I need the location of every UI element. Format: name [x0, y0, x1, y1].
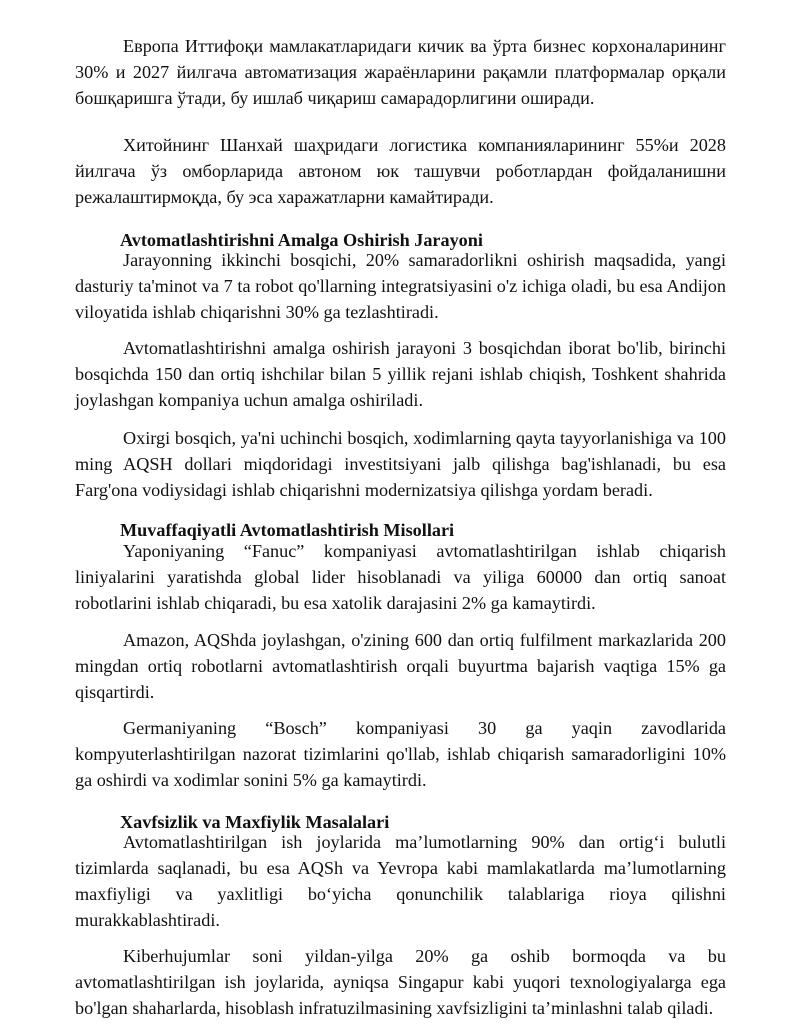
section-heading: Avtomatlashtirishni Amalga Oshirish Jarayoni	[120, 230, 483, 250]
paragraph: Avtomatlashtirishni amalga oshirish jarayoni 3 bosqichdan iborat bo'lib, birinchi bosqichda 150 dan ortiq ishchilar bilan 5 yillik rejani ishlab chiqish, Toshkent shahrida joylashgan kompaniya uchun amalga oshiriladi.	[75, 338, 726, 410]
paragraph: Amazon, AQShda joylashgan, o'zining 600 dan ortiq fulfilment markazlarida 200 mingdan ortiq robotlarni avtomatlashtirish orqali buyurtma bajarish vaqtiga 15% ga qisqartirdi.	[75, 630, 726, 702]
paragraph: Хитойнинг Шанхай шаҳридаги логистика компанияларининг 55%и 2028 йилгача ўз омборларида автоном юк ташувчи роботлардан фойдаланишни режалаштирмоқда, бу эса харажатларни камайтиради.	[75, 135, 726, 207]
paragraph: Avtomatlashtirilgan ish joylarida ma’lumotlarning 90% dan ortig‘i bulutli tizimlarda saqlanadi, bu esa AQSh va Yevropa kabi mamlakatlarda ma’lumotlarning maxfiyligi va yaxlitligi bo‘yicha qonunchilik talablariga rioya qilishni murakkablashtiradi.	[75, 832, 726, 930]
section-heading: Xavfsizlik va Maxfiylik Masalalari	[120, 812, 390, 832]
paragraph: Germaniyaning “Bosch” kompaniyasi 30 ga yaqin zavodlarida kompyuterlashtirilgan nazorat tizimlarini qo'llab, ishlab chiqarish samaradorligini 10% ga oshirdi va xodimlar sonini 5% ga kamaytirdi.	[75, 718, 726, 790]
paragraph: Oxirgi bosqich, ya'ni uchinchi bosqich, xodimlarning qayta tayyorlanishiga va 100 ming AQSH dollari miqdoridagi investitsiyani jalb qilishga bag'ishlanadi, bu esa Farg'ona vodiysidagi ishlab chiqarishni modernizatsiya qilishga yordam beradi.	[75, 428, 726, 500]
paragraph: Yaponiyaning “Fanuc” kompaniyasi avtomatlashtirilgan ishlab chiqarish liniyalarini yaratishda global lider hisoblanadi va yiliga 60000 dan ortiq sanoat robotlarini ishlab chiqaradi, bu esa xatolik darajasini 2% ga kamaytirdi.	[75, 541, 726, 613]
paragraph: Европа Иттифоқи мамлакатларидаги кичик ва ўрта бизнес корхоналарининг 30% и 2027 йилгача автоматизация жараёнларини рақамли платформалар орқали бошқаришга ўтади, бу ишлаб чиқариш самарадорлигини оширади.	[75, 36, 726, 108]
paragraph: Kiberhujumlar soni yildan-yilga 20% ga oshib bormoqda va bu avtomatlashtirilgan ish joylarida, ayniqsa Singapur kabi yuqori texnologiyalarga ega bo'lgan shaharlarda, hisoblash infratuzilmasining xavfsizligini ta’minlashni talab qiladi.	[75, 946, 726, 1018]
section-heading: Muvaffaqiyatli Avtomatlashtirish Misollari	[120, 520, 455, 540]
paragraph: Jarayonning ikkinchi bosqichi, 20% samaradorlikni oshirish maqsadida, yangi dasturiy ta'minot va 7 ta robot qo'llarning integratsiyasini o'z ichiga oladi, bu esa Andijon viloyatida ishlab chiqarishni 30% ga tezlashtiradi.	[75, 250, 726, 322]
